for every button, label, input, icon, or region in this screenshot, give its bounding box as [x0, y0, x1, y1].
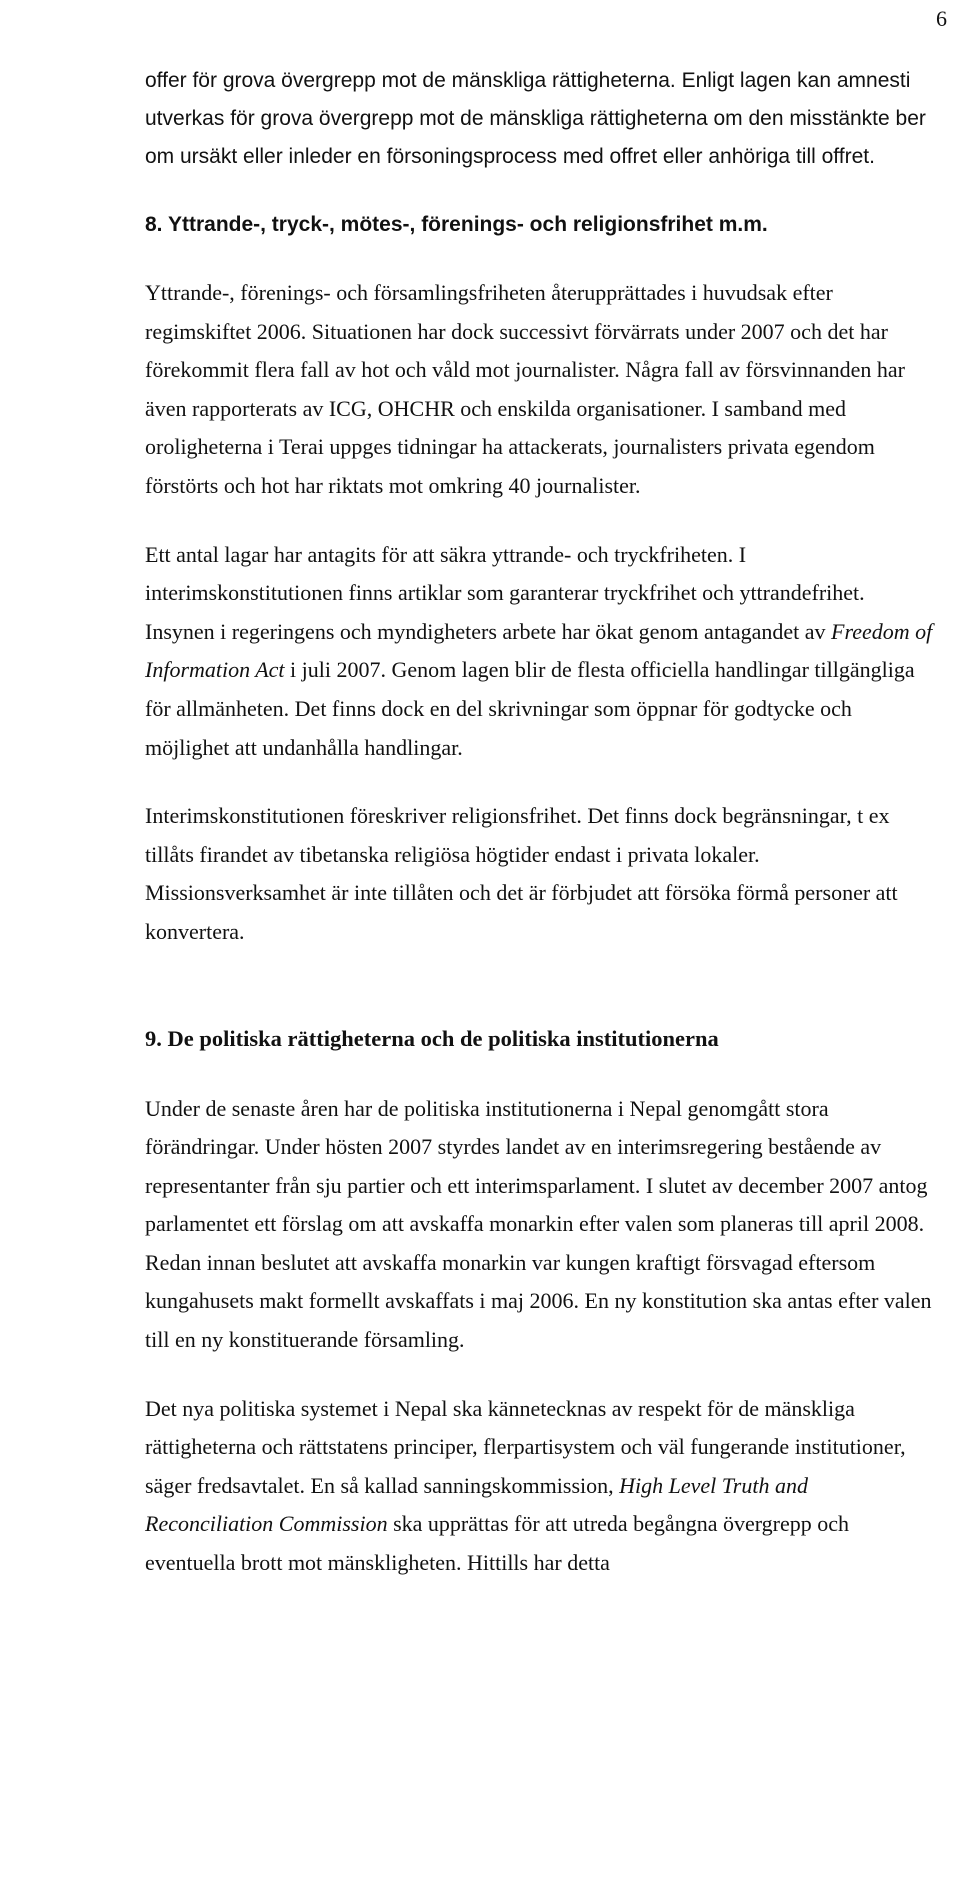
paragraph-text: Det nya politiska systemet i Nepal ska kännetecknas av respekt för de mänskliga rättigheterna och rättstatens principer, flerpartisystem och väl fungerande institutioner, säger fredsavtalet. En så kallad sanningskommission,	[145, 1395, 906, 1498]
section-8-paragraph-2	[145, 536, 935, 768]
section-8-paragraph-1: Yttrande-, förenings- och församlingsfriheten återupprättades i huvudsak efter regimskiftet 2006. Situationen har dock successivt förvärrats under 2007 och det har förekommit flera fall av hot och våld mot journalister. Några fall av försvinnanden har även rapporterats av ICG, OHCHR och enskilda organisationer. I samband med oroligheterna i Terai uppges tidningar ha attackerats, journalisters privata egendom förstörts och hot har riktats mot omkring 40 journalister.	[145, 280, 905, 498]
paragraph-text: ska upprättas för att utreda begångna övergrepp och eventuella brott mot mänskligheten. Hittills har detta	[145, 1511, 850, 1576]
section-8-heading: 8. Yttrande-, tryck-, mötes-, förenings- och religionsfrihet m.m.	[145, 213, 768, 236]
commission-name: High Level Truth and Reconciliation Commission	[145, 1472, 808, 1537]
paragraph-text: Ett antal lagar har antagits för att säkra yttrande- och tryckfriheten. I interimskonstitutionen finns artiklar som garanterar tryckfrihet och yttrandefrihet. Insynen i regeringens och myndigheters arbete har ökat genom antagandet av	[145, 541, 865, 644]
document-body	[145, 62, 935, 1583]
section-9-paragraph-1: Under de senaste åren har de politiska institutionerna i Nepal genomgått stora förändringar. Under hösten 2007 styrdes landet av en interimsregering bestående av representanter från sju partier och ett interimsparlament. I slutet av december 2007 antog parlamentet ett förslag om att avskaffa monarkin efter valen som planeras till april 2008. Redan innan beslutet att avskaffa monarkin var kungen kraftigt försvagad eftersom kungahusets makt formellt avskaffats i maj 2006. En ny konstitution ska antas efter valen till en ny konstituerande församling.	[145, 1095, 932, 1353]
page-number: 6	[936, 6, 947, 31]
section-9-paragraph-2	[145, 1390, 935, 1583]
section-9-heading: 9. De politiska rättigheterna och de politiska institutionerna	[145, 1025, 719, 1051]
law-title: Freedom of Information Act	[145, 618, 933, 683]
paragraph-text: i juli 2007. Genom lagen blir de flesta officiella handlingar tillgängliga för allmänheten. Det finns dock en del skrivningar som öppnar för godtycke och möjlighet att undanhålla handlingar.	[145, 657, 915, 760]
section-8-paragraph-3: Interimskonstitutionen föreskriver religionsfrihet. Det finns dock begränsningar, t ex tillåts firandet av tibetanska religiösa högtider endast i privata lokaler. Missionsverksamhet är inte tillåten och det är förbjudet att försöka förmå personer att konvertera.	[145, 803, 898, 944]
intro-paragraph: offer för grova övergrepp mot de mänskliga rättigheterna. Enligt lagen kan amnesti utverkas för grova övergrepp mot de mänskliga rättigheterna om den misstänkte ber om ursäkt eller inleder en försoningsprocess med offret eller anhöriga till offret.	[145, 69, 926, 168]
